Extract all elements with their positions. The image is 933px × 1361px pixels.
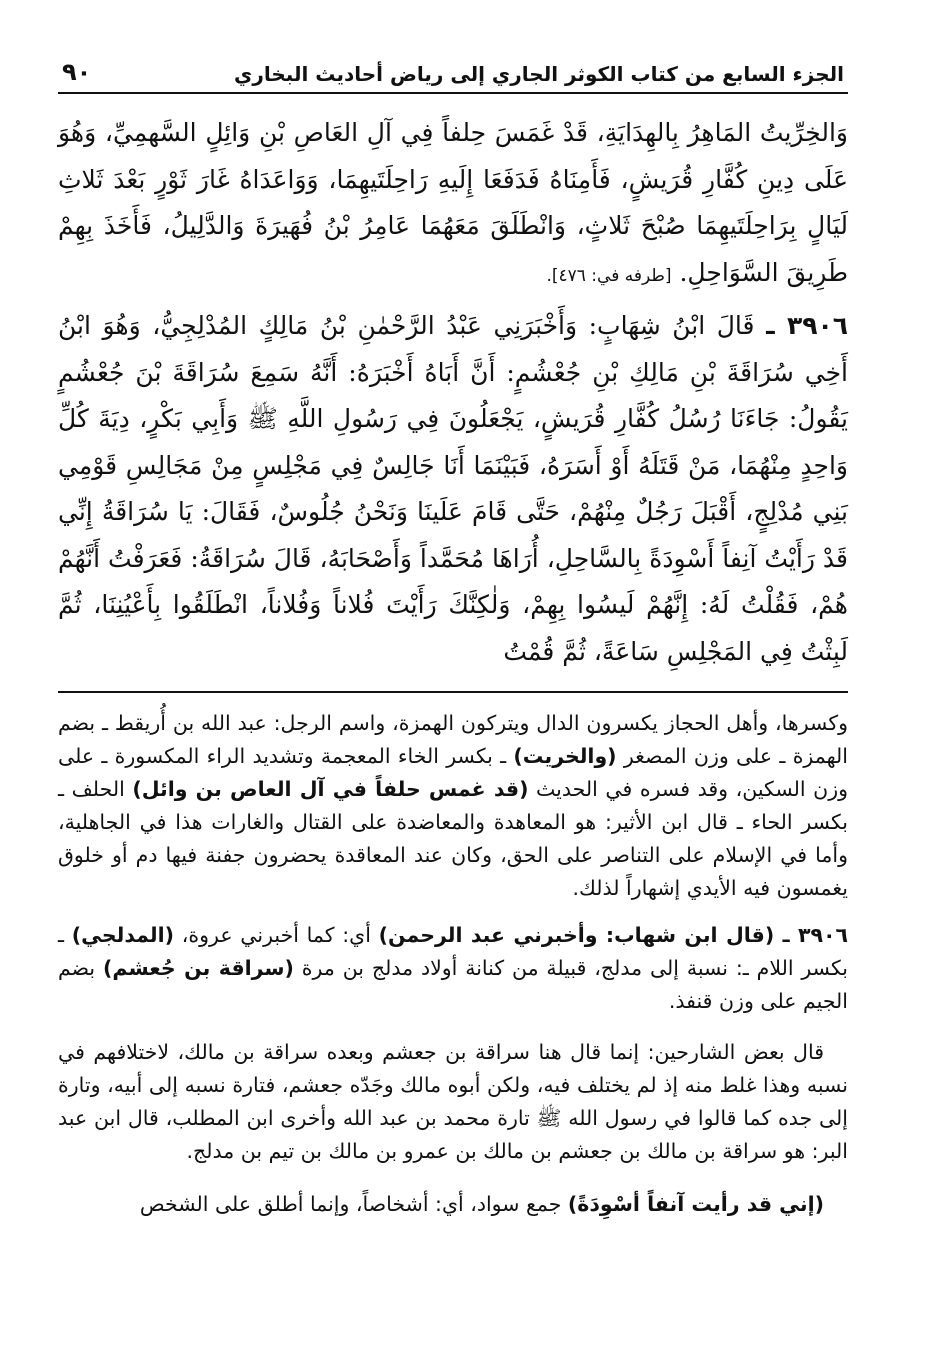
page-header (58, 58, 848, 94)
commentary-paragraph (58, 707, 848, 905)
commentary-text: الحلف ـ بكسر الحاء ـ قال ابن الأثير: هو المعاهدة والمعاضدة على القتال والغارات هذا في الجاهلية، وأما في الإسلام على التناصر على الحق، وكان عند المعاقدة يحضرون جفنة فيها دم أو خلوق يغمسون فيه الأيدي إشهاراً لذلك. (58, 777, 848, 900)
hadith-paragraph-2 (58, 303, 848, 675)
hadith-paragraph-1-text: وَالخِرِّيتُ المَاهِرُ بِالهِدَايَةِ، قَدْ غَمَسَ حِلفاً فِي آلِ العَاصِ بْنِ وَائِلٍ السَّهمِيِّ، وَهُوَ عَلَى دِينِ كُفَّارِ قُرَيشٍ، فَأَمِنَاهُ فَدَفَعَا إِلَيهِ رَاحِلَتَيهِمَا، وَوَاعَدَاهُ غَارَ ثَوْرٍ بَعْدَ ثَلاثِ لَيَالٍ بِرَاحِلَتَيهِمَا صُبْحَ ثَلاثٍ، وَانْطَلَقَ مَعَهُمَا عَامِرُ بْنُ فُهَيرَةَ وَالدَّلِيلُ، فَأَخَذَ بِهِمْ طَرِيقَ السَّوَاحِلِ. (58, 118, 848, 287)
commentary (58, 707, 848, 1221)
commentary-text: بضم الجيم على وزن قنفذ. (58, 956, 848, 1013)
footnote-divider (58, 691, 848, 693)
commentary-term: (والخريت) (513, 744, 617, 768)
commentary-paragraph (58, 919, 848, 1018)
hadith-number: ٣٩٠٦ ـ (766, 311, 848, 340)
running-title: الجزء السابع من كتاب الكوثر الجاري إلى رياض أحاديث البخاري (234, 62, 844, 86)
commentary-term: (المدلجي) (71, 923, 175, 947)
commentary-text: ـ بكسر اللام ـ: نسبة إلى مدلج، قبيلة من كنانة أولاد مدلج بن مرة (58, 923, 848, 980)
commentary-term: ٣٩٠٦ ـ (قال ابن شهاب: وأخبرني عبد الرحمن) (378, 923, 849, 947)
commentary-text: وكسرها، وأهل الحجاز يكسرون الدال ويتركون الهمزة، واسم الرجل: عبد الله بن أُريقط ـ بضم الهمزة ـ على وزن المصغر (58, 711, 848, 768)
commentary-paragraph (58, 1036, 848, 1168)
commentary-text: ـ بكسر الخاء المعجمة وتشديد الراء المكسورة ـ على وزن السكين، وقد فسره في الحديث (58, 744, 848, 801)
page-number: ٩٠ (62, 58, 92, 86)
commentary-text: قال بعض الشارحين: إنما قال هنا سراقة بن جعشم وبعده سراقة بن مالك، لاختلافهم في نسبه وهذا غلط منه إذ لم يختلف فيه، ولكن أبوه مالك وجَدّه جعشم، فتارة نسبه إلى أبيه، وتارة إلى جده كما قالوا في رسول الله ﷺ تارة محمد بن عبد الله وأخرى ابن المطلب، قال ابن عبد البر: هو سراقة بن مالك بن جعشم بن مالك بن عمرو بن مالك بن تيم بن مدلج. (58, 1040, 848, 1163)
book-page (58, 58, 848, 1221)
cross-reference: [طرفه في: ٤٧٦]. (546, 265, 672, 286)
commentary-term: (قد غمس حلفاً في آل العاص بن وائل) (132, 777, 529, 801)
hadith-paragraph-1 (58, 110, 848, 299)
hadith-paragraph-2-text: قَالَ ابْنُ شِهَابٍ: وَأَخْبَرَنِي عَبْدُ الرَّحْمٰنِ بْنُ مَالِكٍ المُدْلِجِيُّ، وَهُوَ ابْنُ أَخِي سُرَاقَةَ بْنِ مَالِكِ بْنِ جُعْشُمٍ: أَنَّ أَبَاهُ أَخْبَرَهُ: أَنَّهُ سَمِعَ سُرَاقَةَ بْنَ جُعْشُمٍ يَقُولُ: جَاءَنَا رُسُلُ كُفَّارِ قُرَيشٍ، يَجْعَلُونَ فِي رَسُولِ اللَّهِ ﷺ وَأَبِي بَكْرٍ، دِيَةَ كُلِّ وَاحِدٍ مِنْهُمَا، مَنْ قَتَلَهُ أَوْ أَسَرَهُ، فَبَيْنَمَا أَنَا جَالِسٌ فِي مَجْلِسٍ مِنْ مَجَالِسِ قَوْمِي بَنِي مُدْلِجٍ، أَقْبَلَ رَجُلٌ مِنْهُمْ، حَتَّى قَامَ عَلَينَا وَنَحْنُ جُلُوسٌ، فَقَالَ: يَا سُرَاقَةُ إِنِّي قَدْ رَأَيْتُ آنِفاً أَسْوِدَةً بِالسَّاحِلِ، أُرَاهَا مُحَمَّداً وَأَصْحَابَهُ، قَالَ سُرَاقَةُ: فَعَرَفْتُ أَنَّهُمْ هُمْ، فَقُلْتُ لَهُ: إِنَّهُمْ لَيسُوا بِهِمْ، وَلٰكِنَّكَ رَأَيْتَ فُلاناً وَفُلاناً، انْطَلَقُوا بِأَعْيُنِنَا، ثُمَّ لَبِثْتُ فِي المَجْلِسِ سَاعَةً، ثُمَّ قُمْتُ (58, 311, 848, 666)
commentary-paragraph (58, 1188, 848, 1221)
hadith-text (58, 110, 848, 675)
commentary-term: (إني قد رأيت آنفاً أسْوِدَةً) (567, 1192, 824, 1216)
commentary-term: (سراقة بن جُعشم) (103, 956, 294, 980)
commentary-text: أي: كما أخبرني عروة، (174, 923, 379, 947)
commentary-text: جمع سواد، أي: أشخاصاً، وإنما أطلق على الشخص (139, 1192, 568, 1216)
